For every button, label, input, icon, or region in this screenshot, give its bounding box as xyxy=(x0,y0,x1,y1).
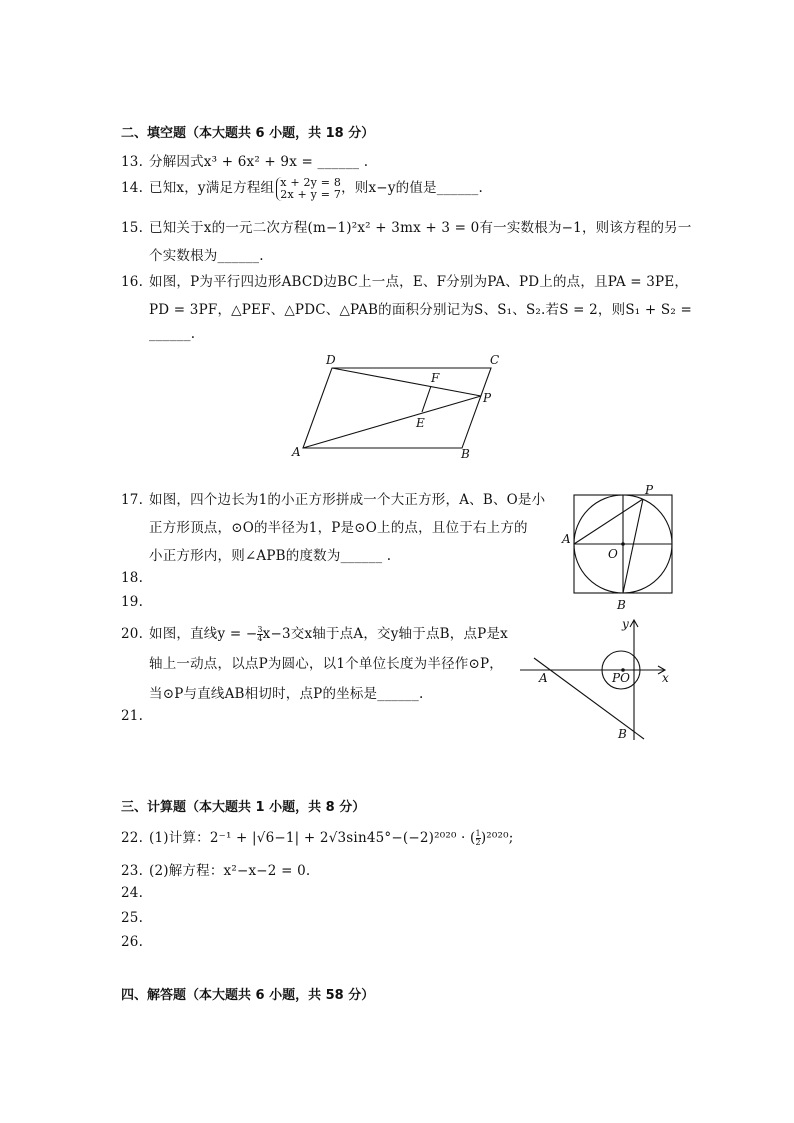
question-19: 19. xyxy=(121,594,144,610)
question-20-cont: 轴上一动点，以点P为圆心，以1个单位长度为半径作⊙P， xyxy=(149,656,503,672)
fraction-numerator: 3 xyxy=(257,625,263,634)
question-22 xyxy=(121,826,513,847)
question-number: 16. xyxy=(121,274,144,290)
question-17-cont2: 小正方形内，则∠APB的度数为______ . xyxy=(149,548,392,564)
question-number: 15. xyxy=(121,220,144,236)
label-A: A xyxy=(539,671,548,685)
question-number: 22. xyxy=(121,830,144,846)
equation-1: x + 2y = 8 xyxy=(280,175,342,189)
label-P: P xyxy=(645,483,654,497)
fraction-numerator: 1 xyxy=(475,829,481,838)
label-A: A xyxy=(562,532,571,546)
question-24: 24. xyxy=(121,885,144,901)
question-text: 分解因式x³ + 6x² + 9x = ______ . xyxy=(149,154,369,170)
question-25: 25. xyxy=(121,910,144,926)
question-16-cont: PD = 3PF，△PEF、△PDC、△PAB的面积分别记为S、S₁、S₂.若S = 2，则S₁ + S₂ = xyxy=(149,302,692,318)
question-text: )²⁰²⁰; xyxy=(480,830,514,846)
label-O: O xyxy=(608,547,618,561)
question-number: 23. xyxy=(121,863,144,879)
question-text: (1)计算：2⁻¹ + |√6−1| + 2√3sin45°−(−2)²⁰²⁰ · ( xyxy=(149,830,476,846)
fraction-denominator: 2 xyxy=(475,838,481,847)
question-number: 14. xyxy=(121,180,144,196)
label-P: P xyxy=(483,391,492,405)
label-B: B xyxy=(461,447,470,461)
equation-2: 2x + y = 7 xyxy=(280,187,342,201)
question-16-blank: ______. xyxy=(149,326,196,342)
label-E: E xyxy=(416,416,425,430)
question-21: 21. xyxy=(121,708,144,724)
question-text: 如图，P为平行四边形ABCD边BC上一点，E、F分别为PA、PD上的点，且PA = 3PE， xyxy=(149,274,689,290)
section-heading-calculation: 三、计算题（本大题共 1 小题，共 8 分） xyxy=(121,800,366,815)
label-y: y xyxy=(622,617,629,631)
label-C: C xyxy=(490,353,500,367)
label-A: A xyxy=(292,445,301,459)
question-text: 如图，四个边长为1的小正方形拼成一个大正方形，A、B、O是小 xyxy=(149,492,546,508)
label-F: F xyxy=(431,371,440,385)
question-text: (2)解方程：x²−x−2 = 0. xyxy=(149,863,311,879)
question-number: 20. xyxy=(121,626,144,642)
question-23 xyxy=(121,859,310,879)
question-text: 已知x，y满足方程组 xyxy=(149,180,275,196)
label-D: D xyxy=(326,353,336,367)
label-B: B xyxy=(618,727,627,741)
question-text: ，则x−y的值是______. xyxy=(341,180,483,196)
label-x: x xyxy=(662,671,669,685)
section-heading-solutions: 四、解答题（本大题共 6 小题，共 58 分） xyxy=(121,988,375,1003)
label-PO: PO xyxy=(612,671,630,685)
question-text: 如图，直线y = − xyxy=(149,626,258,642)
section-heading-fill-in: 二、填空题（本大题共 6 小题，共 18 分） xyxy=(121,126,375,141)
fraction-denominator: 4 xyxy=(257,634,263,643)
question-number: 17. xyxy=(121,492,144,508)
question-text: x−3交x轴于点A，交y轴于点B，点P是x xyxy=(262,626,508,642)
question-17-cont: 正方形顶点，⊙O的半径为1，P是⊙O上的点，且位于右上方的 xyxy=(149,520,528,536)
question-15-cont: 个实数根为______. xyxy=(149,248,264,264)
question-18: 18. xyxy=(121,570,144,586)
label-B: B xyxy=(617,598,626,612)
question-number: 13. xyxy=(121,154,144,170)
question-20-cont2: 当⊙P与直线AB相切时，点P的坐标是______. xyxy=(149,686,424,702)
question-26: 26. xyxy=(121,934,144,950)
question-text: 已知关于x的一元二次方程(m−1)²x² + 3mx + 3 = 0有一实数根为−1，则该方程的另一 xyxy=(149,220,692,236)
